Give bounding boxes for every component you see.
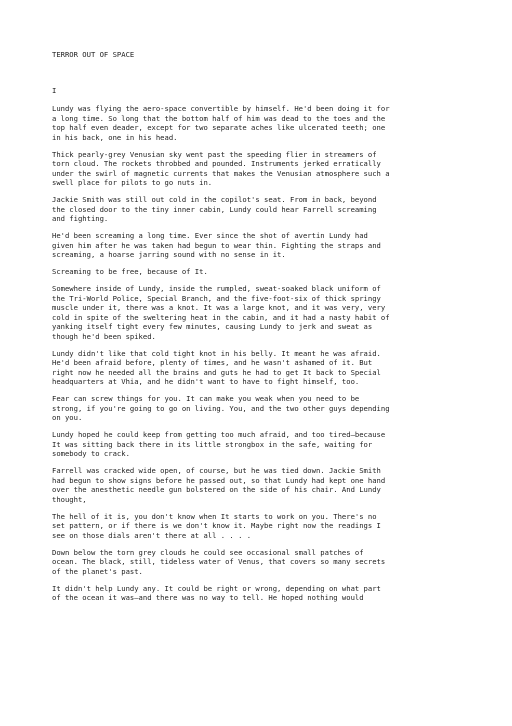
paragraph: Thick pearly-grey Venusian sky went past the speeding flier in streamers of torn cloud. The rockets throbbed and pounded. Instruments jerked erratically under the swirl of magnetic currents that makes the Venusian atmosphere such a swell place for pilots to go nuts in. — [52, 149, 390, 187]
paragraph: Lundy didn't like that cold tight knot in his belly. It meant he was afraid. He'd been afraid before, plenty of times, and he wasn't ashamed of it. But right now he needed all the brains and guts he had to get It back to Special headquarters at Vhia, and he didn't want to have to fight himself, too. — [52, 348, 381, 386]
paragraph: He'd been screaming a long time. Ever since the shot of avertin Lundy had given him after he was taken had begun to wear thin. Fighting the straps and screaming, a hoarse jarring sound with no sense in it. — [52, 231, 381, 259]
paragraph: Fear can screw things for you. It can make you weak when you need to be strong, if you're going to go on living. You, and the two other guys depending on you. — [52, 394, 390, 422]
paragraph: Lundy was flying the aero-space convertible by himself. He'd been doing it for a long time. So long that the bottom half of him was dead to the toes and the top half even deader, except for two separate aches like ulcerated teeth; one in his back, one in his head. — [52, 104, 390, 142]
paragraph: The hell of it is, you don't know when It starts to work on you. There's no set pattern, or if there is we don't know it. Maybe right now the readings I see on those dials aren't there at all . . . . — [52, 511, 381, 540]
document-title: TERROR OUT OF SPACE — [52, 50, 135, 59]
paragraph: Down below the torn grey clouds he could see occasional small patches of ocean. The black, still, tideless water of Venus, that covers so many secrets of the planet's past. — [52, 547, 386, 576]
paragraph: It didn't help Lundy any. It could be right or wrong, depending on what part of the ocean it was—and there was no way to tell. He hoped nothing would — [52, 583, 381, 602]
paragraph: Screaming to be free, because of It. — [52, 267, 208, 276]
chapter-heading: I — [52, 85, 57, 95]
paragraph: Jackie Smith was still out cold in the copilot's seat. From in back, beyond the closed door to the tiny inner cabin, Lundy could hear Farrell screaming and fighting. — [52, 195, 377, 223]
document-page — [52, 50, 492, 610]
paragraph: Somewhere inside of Lundy, inside the rumpled, sweat-soaked black uniform of the Tri-World Police, Special Branch, and the five-foot-six of thick springy muscle under it, there was a knot. It was a large knot, and it was very, very cold in spite of the sweltering heat in the cabin, and it had a nasty habit of yanking itself tight every few minutes, causing Lundy to jerk and sweat as though he'd been spiked. — [52, 284, 390, 341]
paragraph: Lundy hoped he could keep from getting too much afraid, and too tired—because It was sitting back there in its little strongbox in the safe, waiting for somebody to crack. — [52, 430, 386, 458]
paragraph: Farrell was cracked wide open, of course, but he was tied down. Jackie Smith had begun to show signs before he passed out, so that Lundy had kept one hand over the anesthetic needle gun bolstered on the side of his chair. And Lundy thought, — [52, 466, 386, 504]
